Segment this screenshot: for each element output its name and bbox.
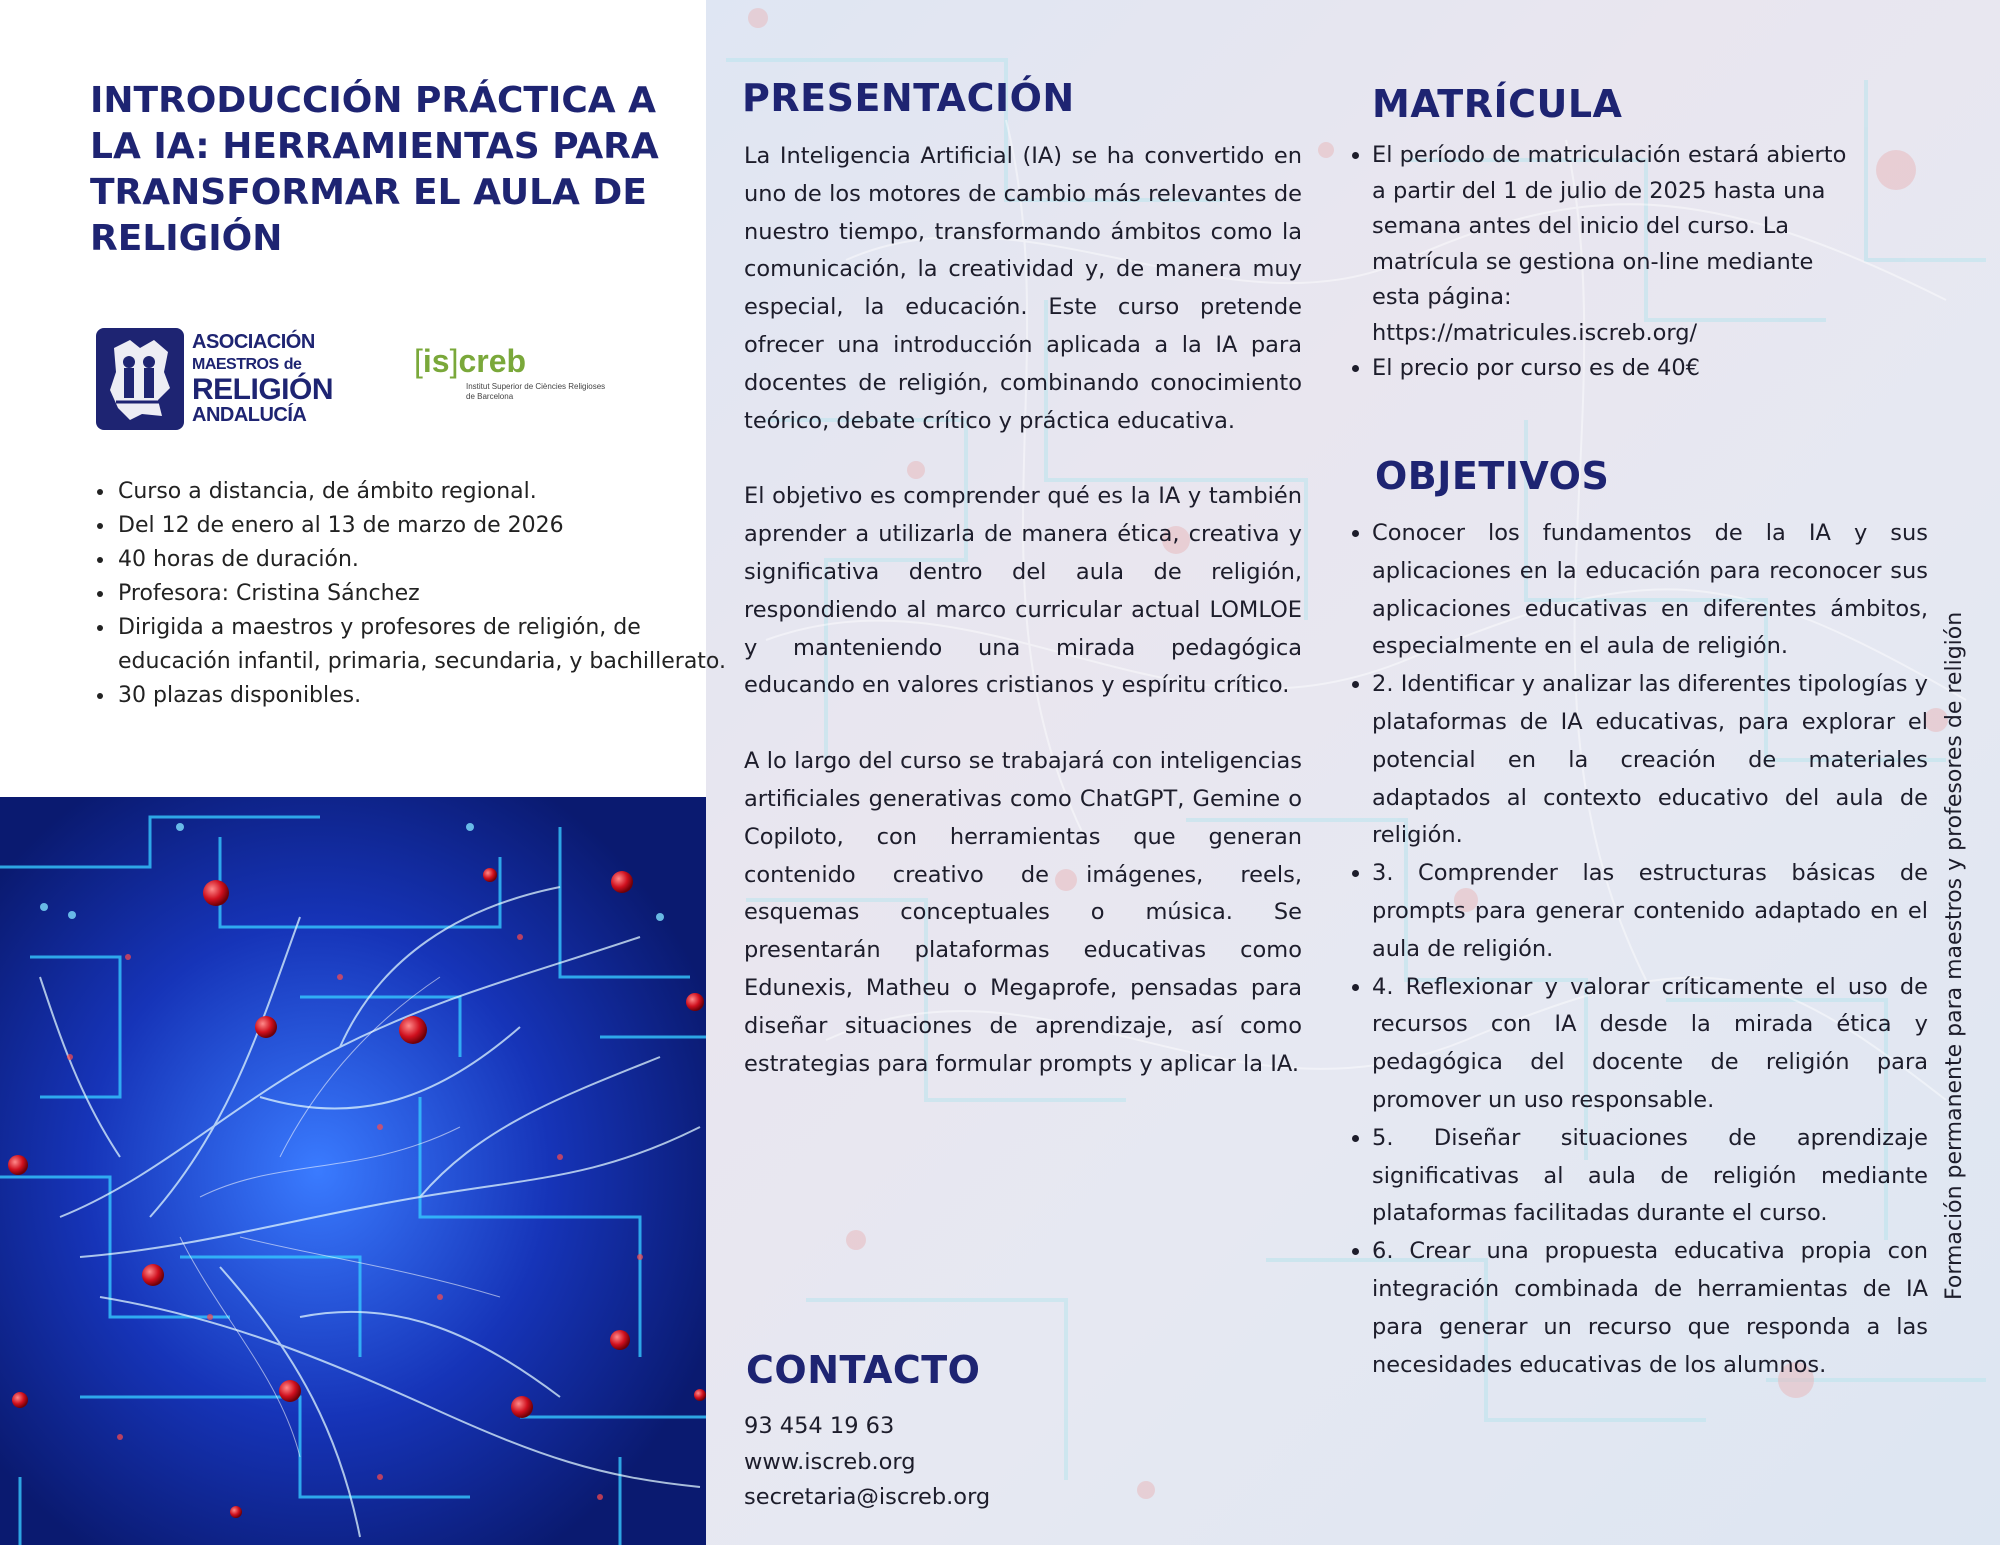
iscreb-brand (414, 344, 614, 378)
iscreb-is: is (422, 343, 450, 379)
matricula-list (1344, 138, 1860, 387)
amr-line2-suffix: de (283, 356, 302, 373)
iscreb-logo (414, 344, 614, 410)
matricula-item: • El precio por curso es de 40€ (1372, 351, 1860, 387)
amr-line1: ASOCIACIÓN (192, 331, 315, 353)
matricula-text: El período de matriculación estará abierto a partir del 1 de julio de 2025 hasta una semana antes del inicio del curso. La matrícula se gestiona on-line mediante esta página: (1372, 142, 1847, 310)
amr-logo-text (192, 332, 342, 426)
amr-line4: ANDALUCÍA (192, 404, 307, 426)
iscreb-creb: creb (458, 343, 527, 379)
amr-line3: RELIGIÓN (192, 373, 334, 406)
fact-item: • Profesora: Cristina Sánchez (116, 577, 726, 611)
objetivo-item: • 2. Identificar y analizar las diferentes tipologías y plataformas de IA educativas, para explorar el potencial en la creación de materiales adaptados al contexto educativo del aula de religión. (1372, 666, 1928, 855)
presentacion-text (744, 138, 1302, 1121)
objetivos-heading: OBJETIVOS (1375, 454, 1610, 498)
contacto-heading: CONTACTO (746, 1348, 981, 1392)
contact-email: secretaria@iscreb.org (744, 1484, 991, 1510)
course-title: INTRODUCCIÓN PRÁCTICA A LA IA: HERRAMIENTAS PARA TRANSFORMAR EL AULA DE RELIGIÓN (90, 80, 659, 259)
objetivo-item: • 4. Reflexionar y valorar críticamente el uso de recursos con IA desde la mirada ética y pedagógica del docente de religión para promover un uso responsable. (1372, 969, 1928, 1120)
presentacion-paragraph: El objetivo es comprender qué es la IA y también aprender a utilizarla de manera ética, creativa y significativa dentro del aula de religión, respondiendo al marco curricular actual LOMLOE y manteniendo una mirada pedagógica educando en valores cristianos y espíritu crítico. (744, 483, 1302, 699)
iscreb-bracket-open: [ (414, 343, 423, 379)
objetivo-item: • 5. Diseñar situaciones de aprendizaje significativas al aula de religión mediante plataformas facilitadas durante el curso. (1372, 1120, 1928, 1233)
fact-item: • 40 horas de duración. (116, 543, 726, 577)
iscreb-subtitle: Institut Superior de Ciències Religioses de Barcelona (466, 382, 606, 401)
left-panel (0, 0, 726, 1545)
presentacion-heading: PRESENTACIÓN (742, 76, 1075, 120)
iscreb-bracket-close: ] (449, 343, 459, 379)
presentacion-paragraph: A lo largo del curso se trabajará con inteligencias artificiales generativas como ChatGPT, Gemine o Copiloto, con herramientas que generan contenido creativo de imágenes, reels, esquemas conceptuales o música. Se presentarán plataformas educativas como Edunexis, Matheu o Megaprofe, pensadas para diseñar situaciones de aprendizaje, así como estrategias para formular prompts y aplicar la IA. (744, 748, 1302, 1077)
amr-line2-main: MAESTROS (192, 356, 279, 373)
amr-logo (96, 328, 336, 432)
amr-line2 (192, 353, 342, 375)
course-facts-list (90, 475, 726, 713)
objetivo-item: • Conocer los fundamentos de la IA y sus aplicaciones en la educación para reconocer sus aplicaciones educativas en diferentes ámbitos, especialmente en el aula de religión. (1372, 515, 1928, 666)
vertical-tagline: Formación permanente para maestros y profesores de religión (1942, 611, 1967, 1300)
matricula-item (1372, 138, 1860, 351)
matricula-url: https://matricules.iscreb.org/ (1372, 319, 1698, 346)
matricula-heading: MATRÍCULA (1372, 82, 1623, 126)
contact-phone: 93 454 19 63 (744, 1413, 895, 1439)
fact-item: • Del 12 de enero al 13 de marzo de 2026 (116, 509, 726, 543)
amr-emblem-icon (96, 328, 184, 430)
fact-item: • Dirigida a maestros y profesores de religión, de educación infantil, primaria, secundaria, y bachillerato. (116, 611, 726, 679)
neural-network-image (0, 797, 706, 1545)
contact-web: www.iscreb.org (744, 1448, 916, 1475)
objetivos-list (1344, 515, 1928, 1384)
contact-block (744, 1409, 1244, 1516)
presentacion-paragraph: La Inteligencia Artificial (IA) se ha convertido en uno de los motores de cambio más relevantes de nuestro tiempo, transformando ámbitos como la comunicación, la creatividad y, de manera muy especial, la educación. Este curso pretende ofrecer una introducción aplicada a la IA para docentes de religión, combinando conocimiento teórico, debate crítico y práctica educativa. (744, 143, 1302, 434)
fact-item: • 30 plazas disponibles. (116, 679, 726, 713)
objetivo-item: • 3. Comprender las estructuras básicas de prompts para generar contenido adaptado en el aula de religión. (1372, 855, 1928, 968)
objetivo-item: • 6. Crear una propuesta educativa propia con integración combinada de herramientas de IA para generar un recurso que responda a las necesidades educativas de los alumnos. (1372, 1233, 1928, 1384)
fact-item: • Curso a distancia, de ámbito regional. (116, 475, 726, 509)
